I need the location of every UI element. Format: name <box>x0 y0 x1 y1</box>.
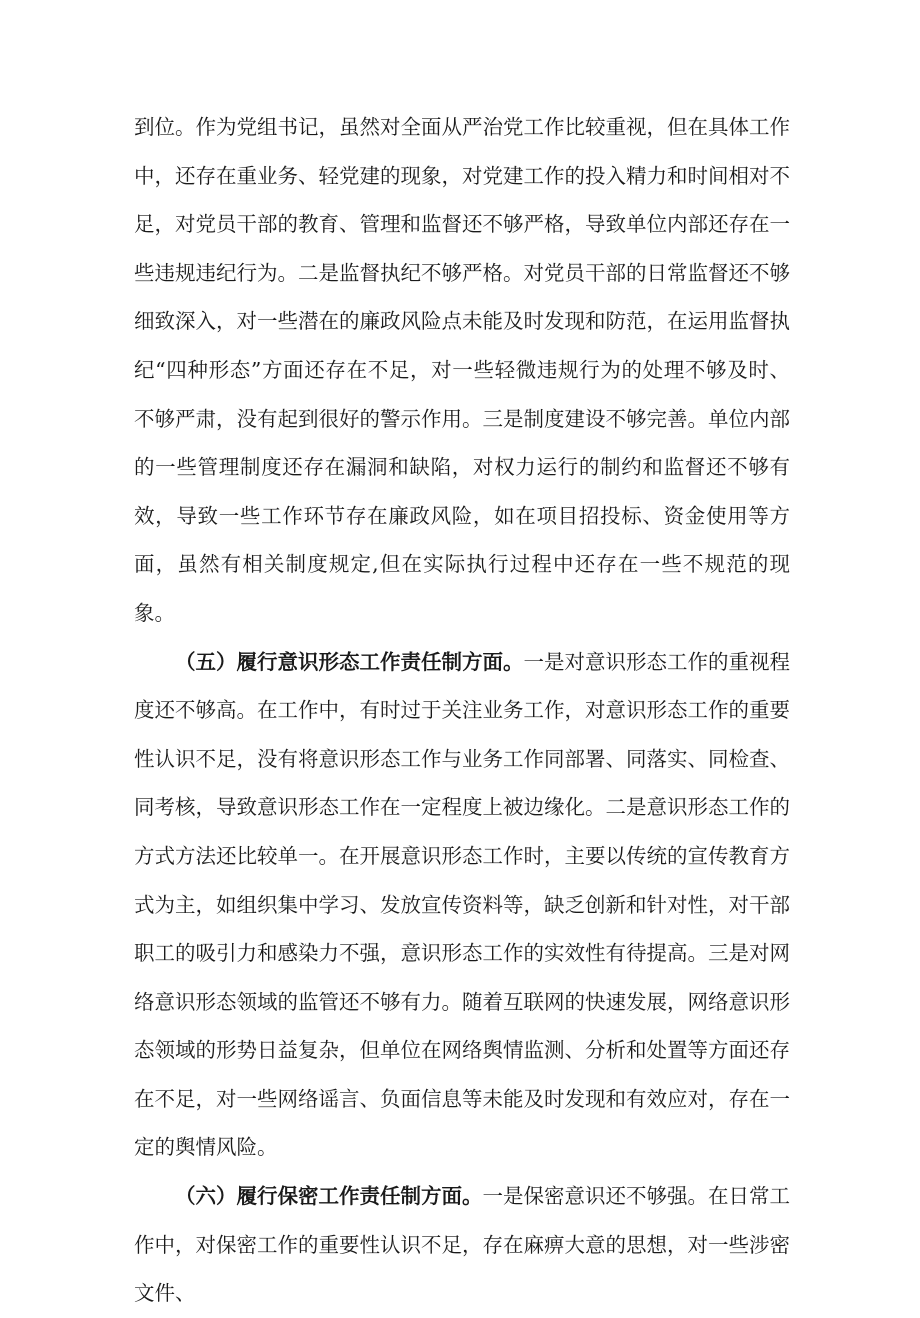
paragraph-3-heading: （六）履行保密工作责任制方面。 <box>175 1184 483 1209</box>
paragraph-1-text: 到位。作为党组书记，虽然对全面从严治党工作比较重视，但在具体工作中，还存在重业务、轻党建的现象，对党建工作的投入精力和时间相对不足，对党员干部的教育、管理和监督还不够严格，导致单位内部还存在一些违规违纪行为。二是监督执纪不够严格。对党员干部的日常监督还不够细致深入，对一些潜在的廉政风险点未能及时发现和防范，在运用监督执纪“四种形态”方面还存在不足，对一些轻微违规行为的处理不够及时、不够严肃，没有起到很好的警示作用。三是制度建设不够完善。单位内部的一些管理制度还存在漏洞和缺陷，对权力运行的制约和监督还不够有效，导致一些工作环节存在廉政风险，如在项目招投标、资金使用等方面，虽然有相关制度规定,但在实际执行过程中还存在一些不规范的现象。 <box>134 115 790 625</box>
paragraph-2-text: 一是对意识形态工作的重视程度还不够高。在工作中，有时过于关注业务工作，对意识形态工作的重要性认识不足，没有将意识形态工作与业务工作同部署、同落实、同检查、同考核，导致意识形态工作在一定程度上被边缘化。二是意识形态工作的方式方法还比较单一。在开展意识形态工作时，主要以传统的宣传教育方式为主，如组织集中学习、发放宣传资料等，缺乏创新和针对性，对干部职工的吸引力和感染力不强，意识形态工作的实效性有待提高。三是对网络意识形态领域的监管还不够有力。随着互联网的快速发展，网络意识形态领域的形势日益复杂，但单位在网络舆情监测、分析和处置等方面还存在不足，对一些网络谣言、负面信息等未能及时发现和有效应对，存在一定的舆情风险。 <box>134 649 790 1160</box>
paragraph-ideology <box>134 638 790 1173</box>
paragraph-2-heading: （五）履行意识形态工作责任制方面。 <box>175 649 524 674</box>
paragraph-continuation <box>134 103 790 638</box>
paragraph-secrecy <box>134 1172 790 1318</box>
document-body <box>134 103 790 1318</box>
paragraph-3-text: 一是保密意识还不够强。在日常工作中，对保密工作的重要性认识不足，存在麻痹大意的思想，对一些涉密文件、 <box>134 1184 790 1306</box>
